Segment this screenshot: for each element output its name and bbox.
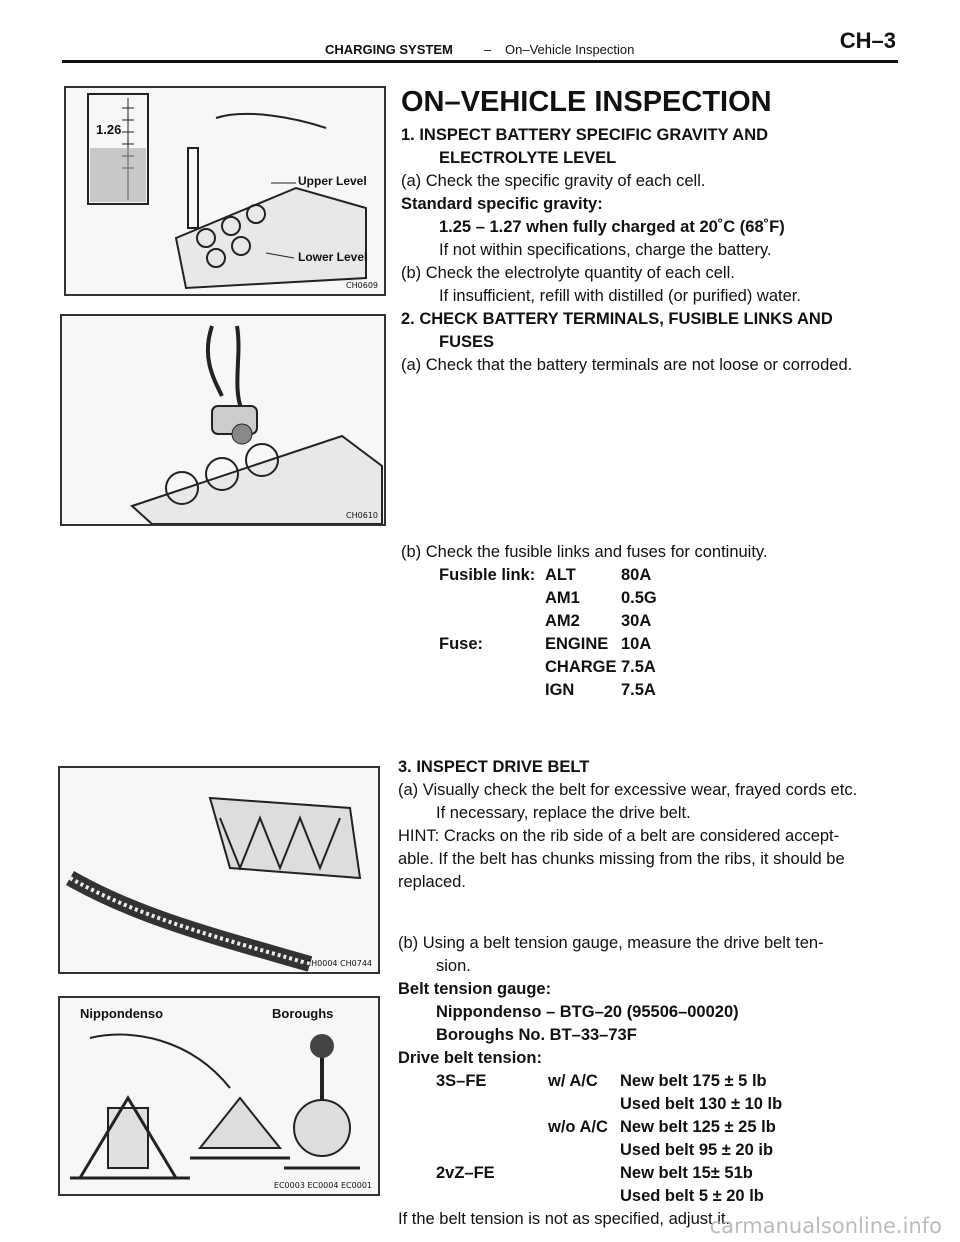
tension-row (398, 1139, 888, 1162)
fuse-rating: 7.5A (621, 658, 656, 676)
belt-tension-block (398, 932, 888, 1231)
gravity-note: If not within specifications, charge the battery. (439, 241, 772, 259)
figure-code: CH0004 CH0744 (305, 959, 372, 968)
engine (436, 1139, 548, 1162)
figure-code: CH0610 (346, 511, 378, 520)
step-2-heading: 2. CHECK BATTERY TERMINALS, FUSIBLE LINKS AND (401, 310, 833, 328)
fuse-row (401, 633, 891, 656)
fuse-type (439, 610, 545, 633)
ac-option (548, 1162, 620, 1185)
fuse-type (439, 587, 545, 610)
gauge-nippondenso: Nippondenso – BTG–20 (95506–00020) (436, 1003, 739, 1021)
fuse-type: Fusible link: (439, 566, 536, 584)
step-3b: (b) Using a belt tension gauge, measure the drive belt ten- (398, 934, 824, 952)
tension-value: New belt 125 ± 25 lb (620, 1118, 776, 1136)
header-separator: – (484, 42, 492, 57)
fuse-type (439, 656, 545, 679)
ac-option: w/ A/C (548, 1072, 598, 1090)
step-2a: (a) Check that the battery terminals are not loose or corroded. (401, 356, 853, 374)
fuse-rating: 10A (621, 635, 652, 653)
ac-option: w/o A/C (548, 1118, 608, 1136)
section-title: CHARGING SYSTEM (325, 42, 453, 57)
fuse-rating: 0.5G (621, 589, 657, 607)
figure-battery-terminal (60, 314, 386, 526)
adjust-note: If the belt tension is not as specified, adjust it. (398, 1210, 731, 1228)
fuse-row (401, 610, 891, 633)
upper-level-label: Upper Level (298, 174, 367, 188)
fuse-name: AM2 (545, 612, 580, 630)
step-1-heading-cont: ELECTROLYTE LEVEL (439, 149, 617, 167)
hint-line-1: HINT: Cracks on the rib side of a belt are considered accept- (398, 827, 840, 845)
step-2-heading-cont: FUSES (439, 333, 495, 351)
step-2b: (b) Check the fusible links and fuses for continuity. (401, 543, 768, 561)
standard-gravity-label: Standard specific gravity: (401, 195, 603, 213)
engine: 2vZ–FE (436, 1164, 495, 1182)
tension-gauges-illustration (60, 998, 378, 1194)
engine (436, 1093, 548, 1116)
tension-row (398, 1093, 888, 1116)
battery-terminal-illustration (62, 316, 384, 524)
tension-row (398, 1185, 888, 1208)
tension-value: Used belt 130 ± 10 lb (620, 1095, 783, 1113)
step-1a: (a) Check the specific gravity of each cell. (401, 172, 706, 190)
fuse-rating: 7.5A (621, 681, 656, 699)
drive-belt-illustration (60, 768, 378, 972)
fuse-row (401, 587, 891, 610)
hint-line-3: replaced. (398, 873, 466, 891)
fuse-name: AM1 (545, 589, 580, 607)
electrolyte-note: If insufficient, refill with distilled (or purified) water. (439, 287, 801, 305)
hint-line-2: able. If the belt has chunks missing from the ribs, it should be (398, 850, 845, 868)
replace-note: If necessary, replace the drive belt. (436, 804, 691, 822)
fuse-row (401, 656, 891, 679)
tension-row (398, 1070, 888, 1093)
fuse-row (401, 564, 891, 587)
nippondenso-label: Nippondenso (80, 1006, 164, 1021)
subsection-title: On–Vehicle Inspection (505, 42, 635, 57)
step-3b-cont: sion. (436, 957, 471, 975)
gauge-boroughs: Boroughs No. BT–33–73F (436, 1026, 637, 1044)
tension-label: Drive belt tension: (398, 1049, 542, 1067)
page-header (0, 0, 960, 66)
ac-option (548, 1093, 620, 1116)
boroughs-label: Boroughs (272, 1006, 334, 1021)
engine (436, 1116, 548, 1139)
page-title: ON–VEHICLE INSPECTION (401, 86, 772, 118)
figure-drive-belt (58, 766, 380, 974)
figure-tension-gauges (58, 996, 380, 1196)
fuse-type: Fuse: (439, 635, 484, 653)
step-3a: (a) Visually check the belt for excessive wear, frayed cords etc. (398, 781, 858, 799)
fuse-type (439, 679, 545, 702)
step-1b: (b) Check the electrolyte quantity of each cell. (401, 264, 735, 282)
figure-battery-hydrometer (64, 86, 386, 296)
step-3-heading: 3. INSPECT DRIVE BELT (398, 758, 590, 776)
fuse-rating: 30A (621, 612, 652, 630)
inspection-intro-block (401, 84, 891, 377)
tension-value: New belt 15± 51b (620, 1164, 753, 1182)
fuse-rating: 80A (621, 566, 652, 584)
figure-code: EC0003 EC0004 EC0001 (273, 1181, 372, 1190)
figure-code: CH0609 (346, 281, 378, 290)
lower-level-label: Lower Level (298, 250, 368, 264)
fuse-check-block (401, 541, 891, 702)
header-rule (62, 60, 898, 63)
engine: 3S–FE (436, 1072, 487, 1090)
standard-gravity-value: 1.25 – 1.27 when fully charged at 20˚C (68˚F) (439, 218, 785, 236)
drive-belt-block (398, 756, 888, 894)
ac-option (548, 1139, 620, 1162)
step-1-heading: 1. INSPECT BATTERY SPECIFIC GRAVITY AND (401, 126, 769, 144)
ac-option (548, 1185, 620, 1208)
tension-value: New belt 175 ± 5 lb (620, 1072, 767, 1090)
tension-value: Used belt 95 ± 20 ib (620, 1141, 774, 1159)
fuse-row (401, 679, 891, 702)
page-number: CH–3 (839, 28, 896, 53)
fuse-name: ENGINE (545, 635, 609, 653)
fuse-name: IGN (545, 681, 575, 699)
fuse-name: CHARGE (545, 658, 617, 676)
tension-value: Used belt 5 ± 20 lb (620, 1187, 764, 1205)
engine (436, 1185, 548, 1208)
tension-row (398, 1116, 888, 1139)
tension-row (398, 1162, 888, 1185)
gauge-reading: 1.26 (96, 122, 122, 137)
watermark: carmanualsonline.info (709, 1214, 942, 1238)
fuse-name: ALT (545, 566, 576, 584)
gauge-label: Belt tension gauge: (398, 980, 552, 998)
